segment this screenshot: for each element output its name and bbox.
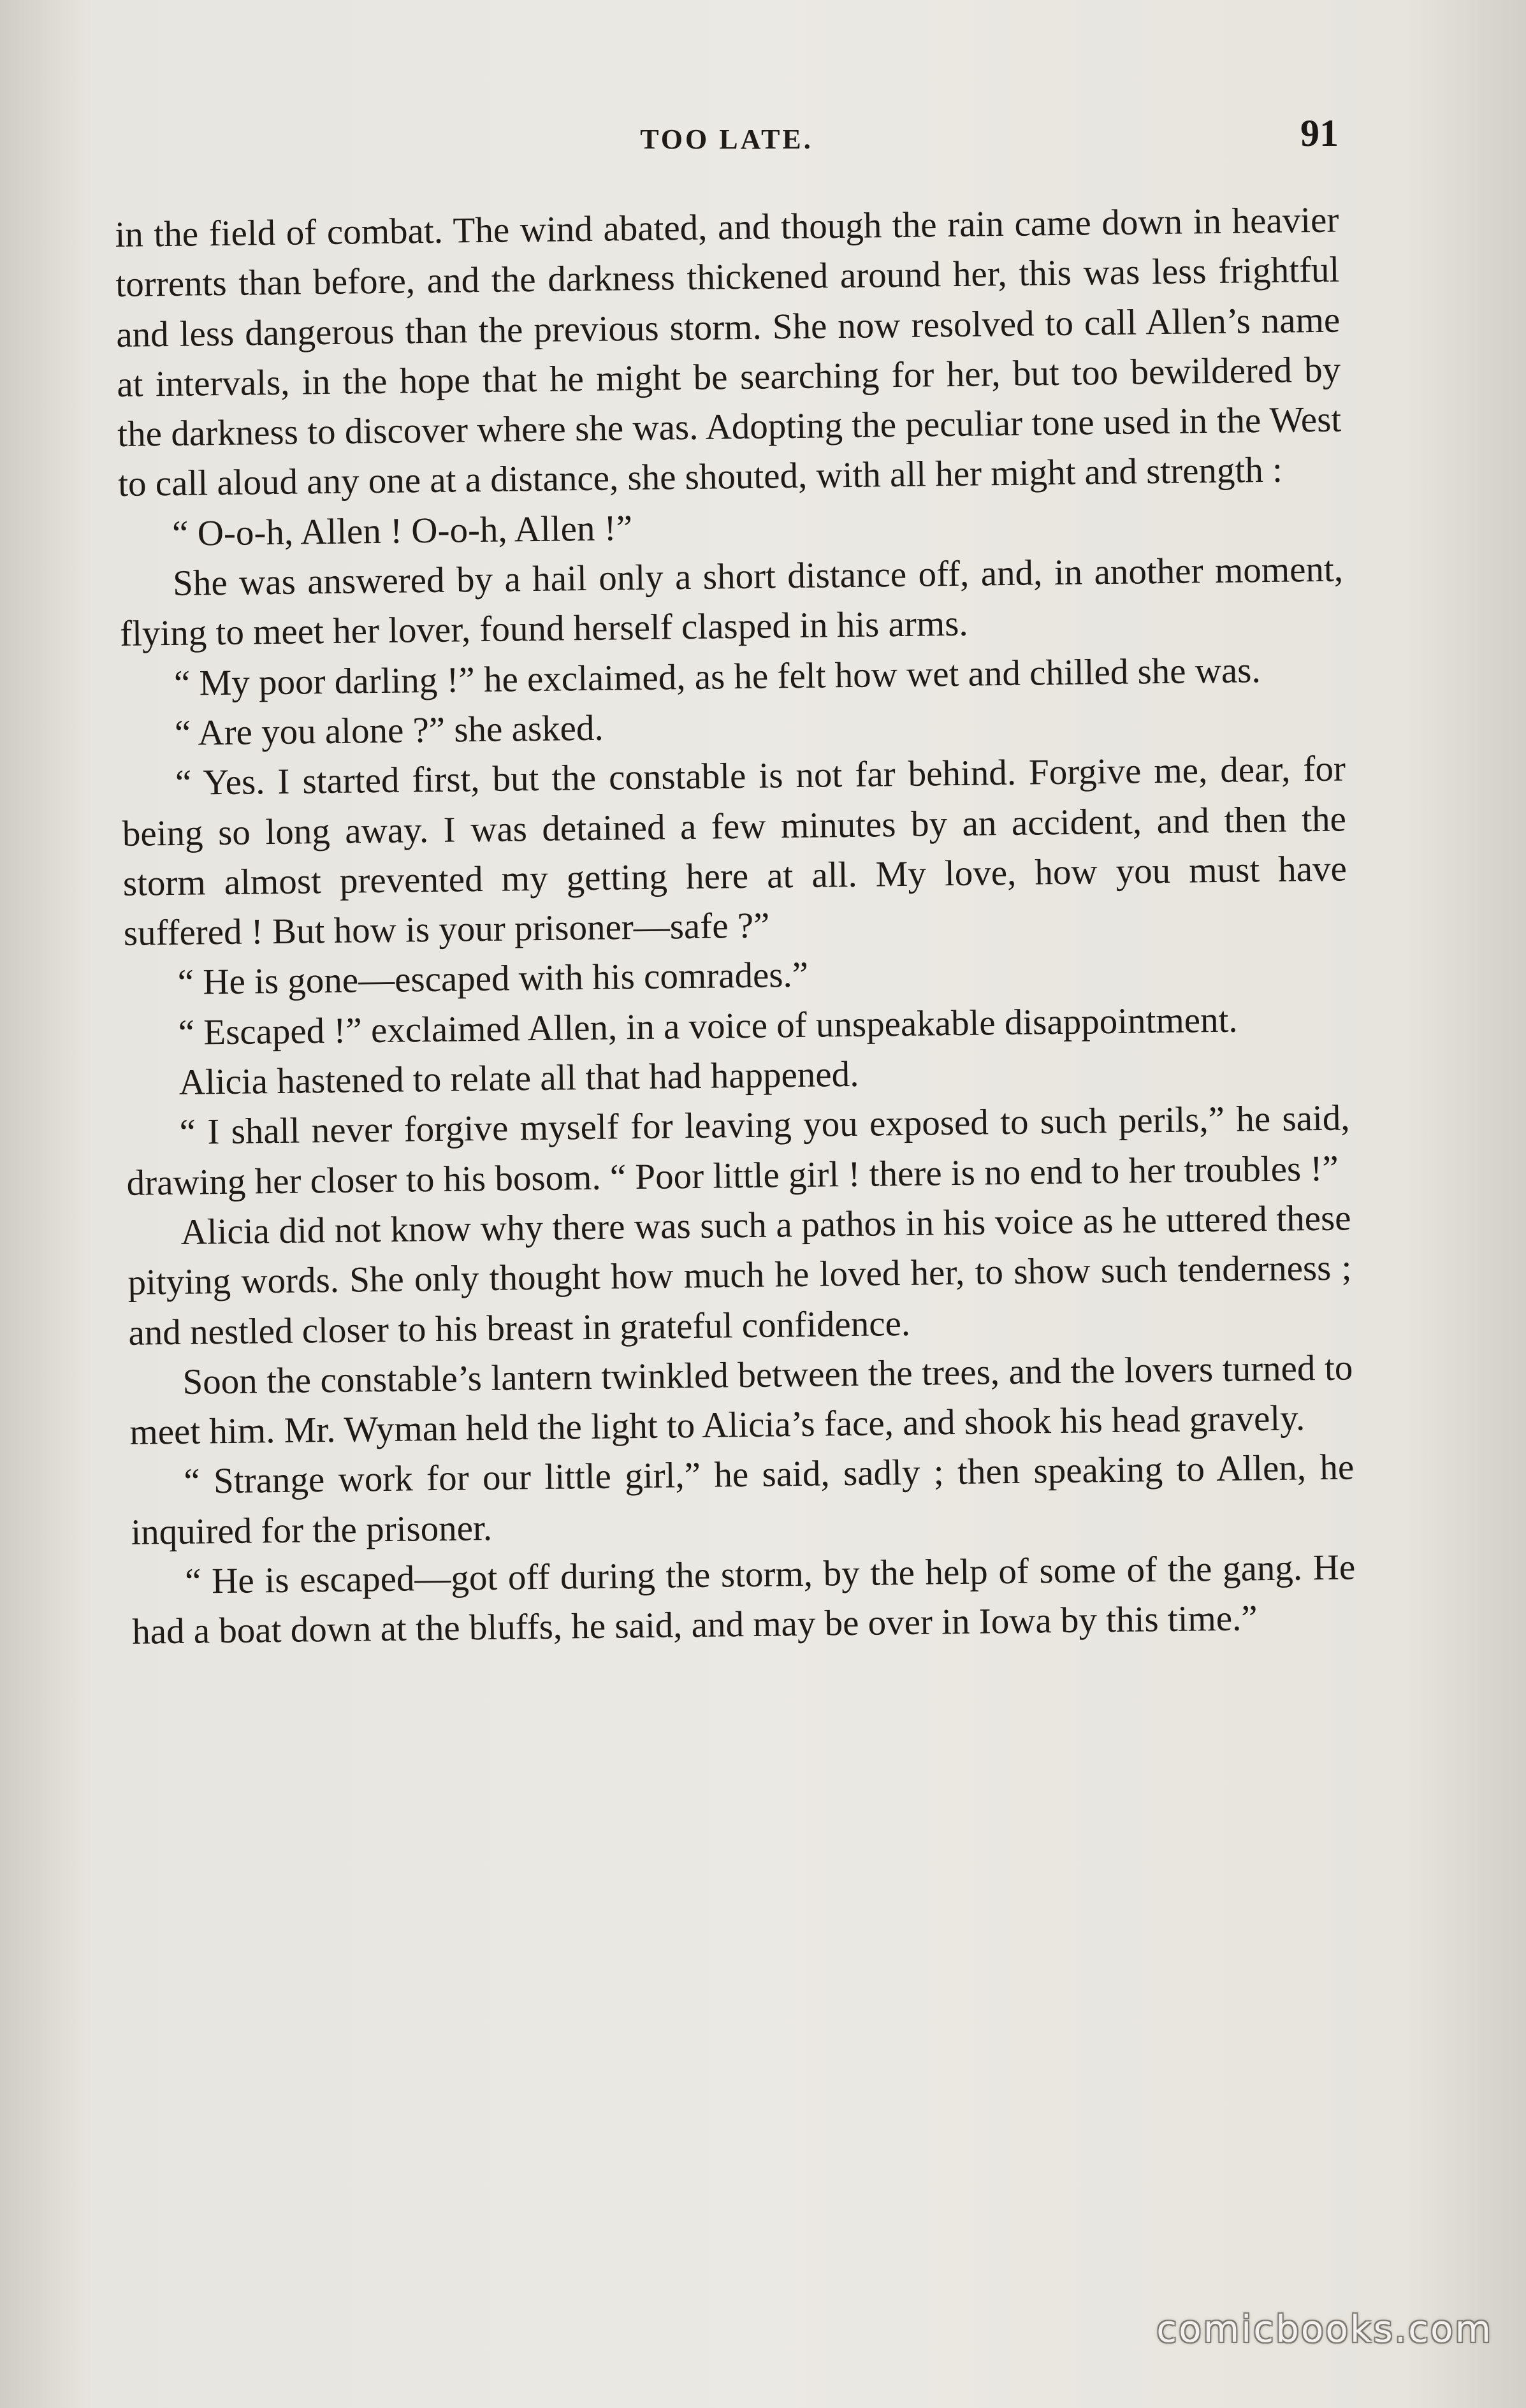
- page-number: 91: [1300, 112, 1339, 154]
- paragraph-13: “ Strange work for our little girl,” he said, sadly ; then speaking to Allen, he inquired for the prisoner.: [130, 1447, 1355, 1553]
- paragraph-7: “ He is gone—escaped with his comrades.”: [177, 955, 809, 1003]
- paragraph-4: “ My poor darling !” he exclaimed, as he felt how wet and chilled she was.: [173, 649, 1261, 704]
- watermark: comicbooks.com: [1156, 2307, 1493, 2351]
- paragraph-5: “ Are you alone ?” she asked.: [174, 707, 604, 753]
- page-header: [115, 112, 1339, 169]
- paragraph-9: Alicia hastened to relate all that had happened.: [178, 1054, 859, 1103]
- paragraph-3: She was answered by a hail only a short distance off, and, in another moment, flying to meet her lover, found herself clasped in his arms.: [119, 549, 1344, 655]
- paragraph-14: “ He is escaped—got off during the storm, by the help of some of the gang. He had a boat down at the bluffs, he said, and may be over in Iowa by this time.”: [131, 1547, 1356, 1653]
- paragraph-2: “ O-o-h, Allen ! O-o-h, Allen !”: [171, 507, 633, 554]
- running-title: TOO LATE.: [640, 124, 813, 155]
- body-text: [115, 196, 1356, 1658]
- paragraph-12: Soon the constable’s lantern twinkled between the trees, and the lovers turned to meet him. Mr. Wyman held the light to Alicia’s face, and shook his head gravely.: [129, 1347, 1353, 1453]
- paragraph-6: “ Yes. I started first, but the constable is not far behind. Forgive me, dear, for being so long away. I was detained a few minutes by an accident, and then the storm almost prevented my getting here at all. My love, how you must have suffered ! But how is your prisoner—safe ?”: [122, 748, 1348, 954]
- paragraph-8: “ Escaped !” exclaimed Allen, in a voice of unspeakable disappointment.: [178, 999, 1238, 1053]
- paragraph-1: in the field of combat. The wind abated, and though the rain came down in heavier torrents than before, and the darkness thickened around her, this was less frightful and less dangerous than the previous storm. She now resolved to call Allen’s name at intervals, in the hope that he might be searching for her, but too bewildered by the darkness to discover where she was. Adopting the peculiar tone used in the West to call aloud any one at a distance, she shouted, with all her might and strength :: [115, 199, 1342, 505]
- paragraph-10: “ I shall never forgive myself for leaving you exposed to such perils,” he said, drawing her closer to his bosom. “ Poor little girl ! there is no end to her troubles !”: [126, 1098, 1350, 1203]
- paragraph-11: Alicia did not know why there was such a pathos in his voice as he uttered these pitying words. She only thought how much he loved her, to show such tenderness ; and nestled closer to his breast in grateful confidence.: [127, 1198, 1352, 1353]
